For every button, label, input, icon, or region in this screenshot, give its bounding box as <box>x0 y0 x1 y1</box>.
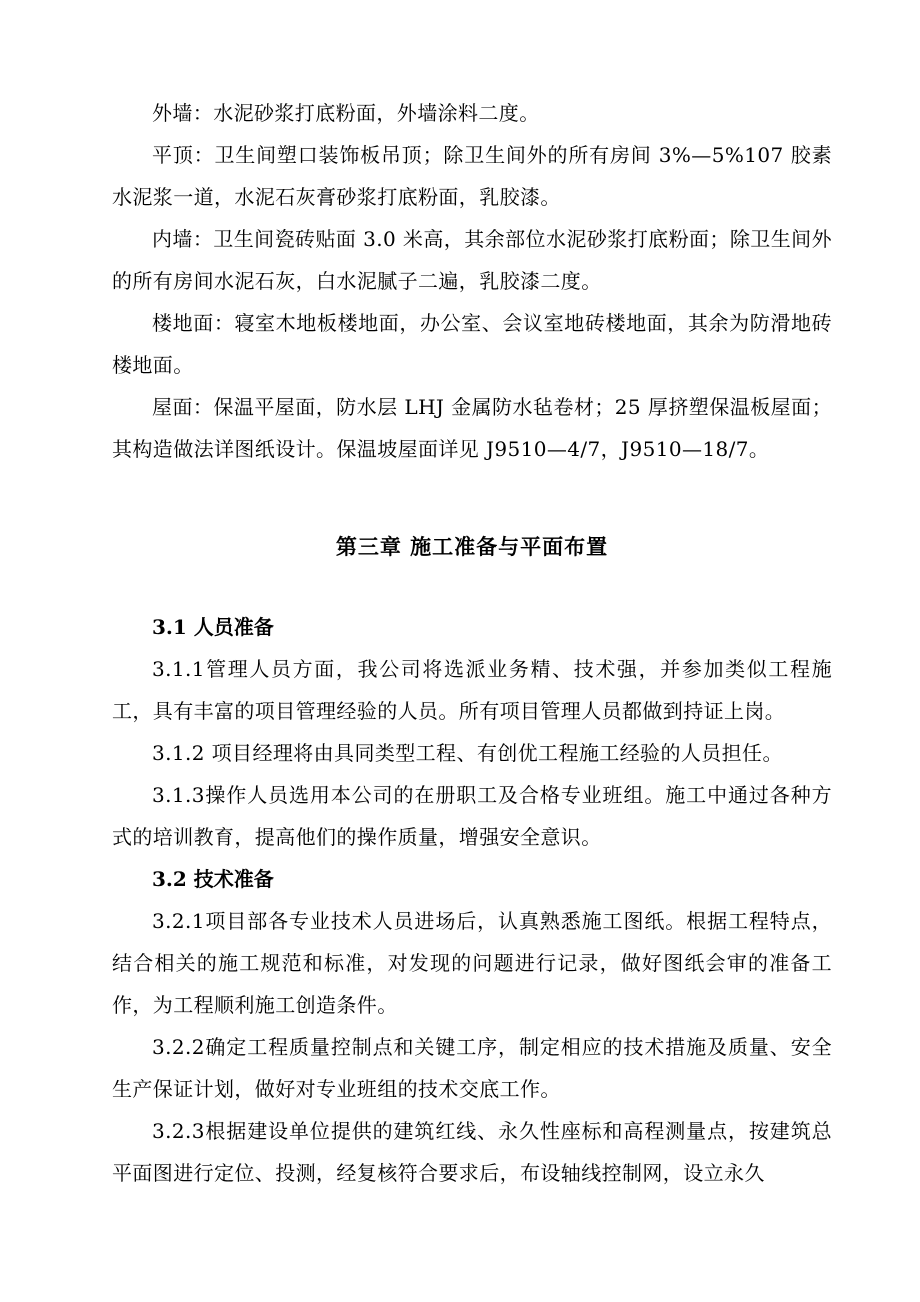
paragraph-3-1-3: 3.1.3操作人员选用本公司的在册职工及合格专业班组。施工中通过各种方式的培训教育，提高他们的操作质量，增强安全意识。 <box>112 783 832 849</box>
paragraph-3-1-1: 3.1.1管理人员方面，我公司将选派业务精、技术强，并参加类似工程施工，具有丰富的项目管理经验的人员。所有项目管理人员都做到持证上岗。 <box>112 657 832 723</box>
paragraph-ceiling: 平顶：卫生间塑口装饰板吊顶；除卫生间外的所有房间 3%—5%107 胶素水泥浆一道，水泥石灰膏砂浆打底粉面，乳胶漆。 <box>112 143 832 209</box>
document-page <box>112 92 832 1194</box>
section-heading-personnel: 3.1 人员准备 <box>152 615 274 639</box>
paragraph-roof: 屋面：保温平屋面，防水层 LHJ 金属防水毡卷材；25 厚挤塑保温板屋面；其构造做法详图纸设计。保温坡屋面详见 J9510—4/7，J9510—18/7。 <box>112 395 832 461</box>
paragraph-3-2-2: 3.2.2确定工程质量控制点和关键工序，制定相应的技术措施及质量、安全生产保证计划，做好对专业班组的技术交底工作。 <box>112 1035 832 1101</box>
paragraph-exterior-wall: 外墙：水泥砂浆打底粉面，外墙涂料二度。 <box>152 101 540 125</box>
paragraph-3-2-1: 3.2.1项目部各专业技术人员进场后，认真熟悉施工图纸。根据工程特点，结合相关的施工规范和标准，对发现的问题进行记录，做好图纸会审的准备工作，为工程顺利施工创造条件。 <box>112 909 832 1017</box>
chapter-title: 第三章 施工准备与平面布置 <box>335 534 609 559</box>
paragraph-interior-wall: 内墙：卫生间瓷砖贴面 3.0 米高，其余部位水泥砂浆打底粉面；除卫生间外的所有房间水泥石灰，白水泥腻子二遍，乳胶漆二度。 <box>112 227 832 293</box>
paragraph-3-2-3: 3.2.3根据建设单位提供的建筑红线、永久性座标和高程测量点，按建筑总平面图进行定位、投测，经复核符合要求后，布设轴线控制网，设立永久 <box>112 1119 832 1185</box>
paragraph-floor: 楼地面：寝室木地板楼地面，办公室、会议室地砖楼地面，其余为防滑地砖楼地面。 <box>112 311 832 377</box>
section-heading-technical: 3.2 技术准备 <box>152 867 274 891</box>
paragraph-3-1-2: 3.1.2 项目经理将由具同类型工程、有创优工程施工经验的人员担任。 <box>152 741 783 765</box>
